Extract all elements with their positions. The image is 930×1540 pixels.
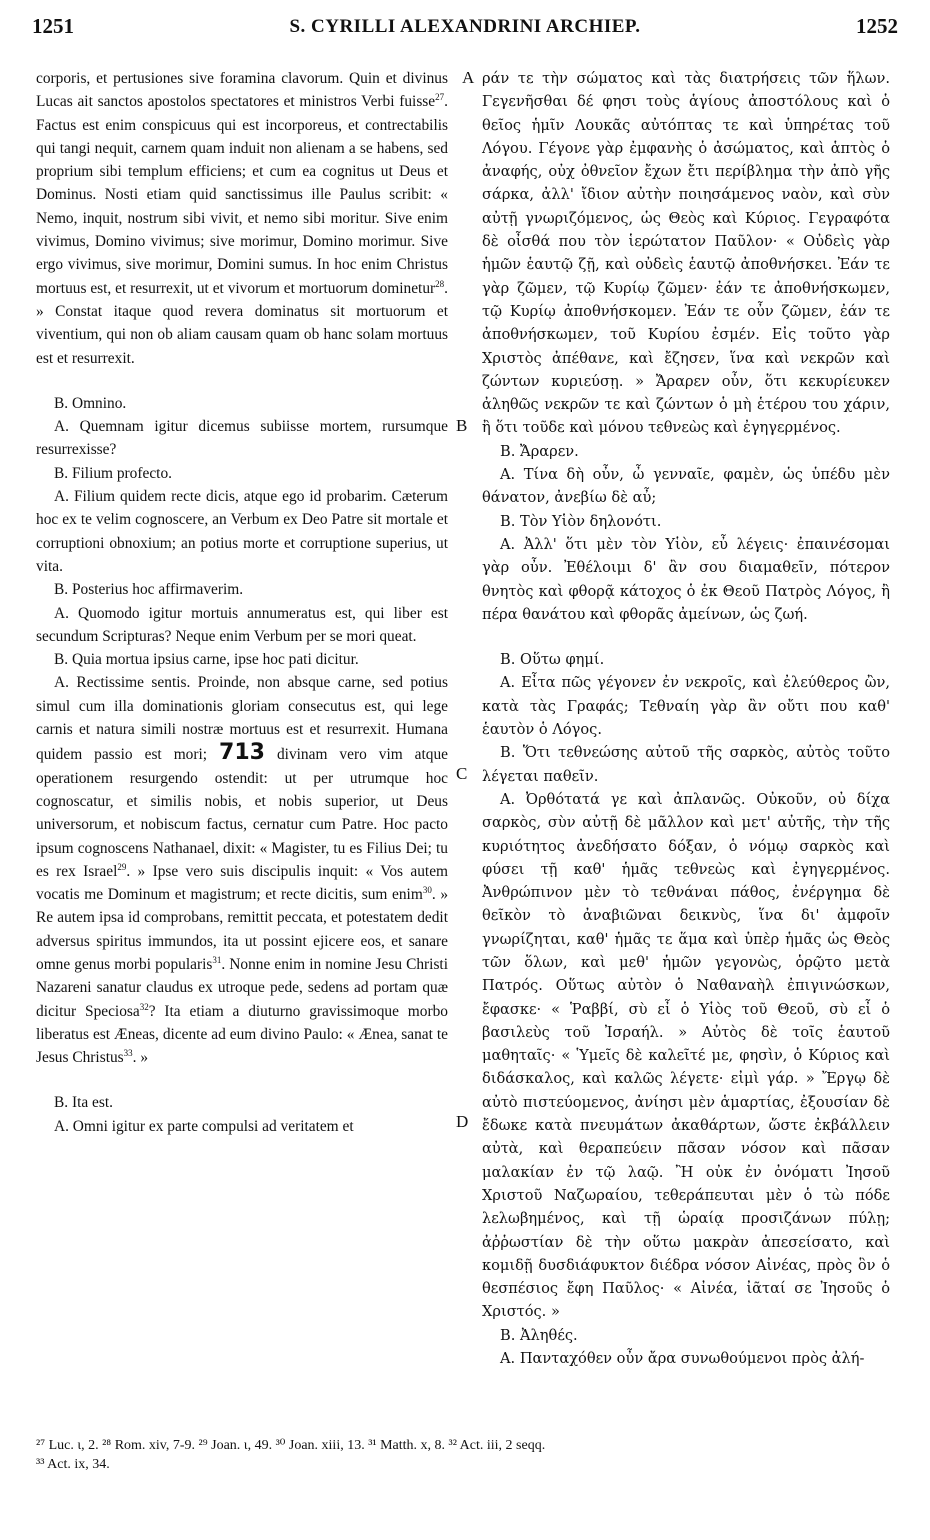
latin-paragraph: B. Filium profecto. xyxy=(54,464,172,482)
greek-paragraph: A. Ὀρθότατά γε καὶ ἀπλανῶς. Οὐκοῦν, οὐ δίχα σαρκὸς, σὺν αὐτῇ δὲ μᾶλλον καὶ μετ' αὐτῆς, τὴν τῆς κυριότητος ἀνεδήσατο δόξαν, ὁ νόμῳ σαρκὸς καὶ φύσει τῇ καθ' ἡμᾶς τεθνεὼς καὶ ἐγηγερμένος. Ἀνθρώπινον μὲν τὸ τεθνάναι πάθος, ἐνέργημα δὲ θεῖκὸν τὸ ἀναβιῶναι δεικνὺς, ἵνα δι' ἀμφοῖν γνωρίζηται, καθ' ἡμᾶς τε ἅμα καὶ ὑπὲρ ἡμᾶς ὡς Θεὸς τῶν ὅλων, καὶ μεθ' ἡμῶν γεγονὼς, ὁρῷτο μετὰ Πατρός. Οὕτως αὐτὸν ὁ Ναθαναὴλ ἐπιγινώσκων, ἔφασκε· « Ῥαββί, σὺ εἶ ὁ Υἱὸς τοῦ Θεοῦ, σὺ εἶ ὁ βασιλεὺς τοῦ Ἰσραήλ. » Αὐτὸς δὲ τοῖς ἑαυτοῦ μαθηταῖς· « Ὑμεῖς δὲ καλεῖτέ με, φησὶν, ὁ Κύριος καὶ διδάσκαλος, καὶ καλῶς λέγετε· εἰμὶ γάρ. » Ἔργῳ δὲ αὐτὸ πιστεύομενος, ἀνίησι μὲν ἁμαρτίας, ἐξουσίαν δὲ ἔδωκε κατὰ πνευμάτων ἀκαθάρτων, ὥστε ἐκβάλλειν αὐτὰ, καὶ θεραπεύειν πᾶσαν νόσον καὶ πᾶσαν μαλακίαν ἐν τῷ λαῷ. Ἢ οὐκ ἐν ὀνόματι Ἰησοῦ Χριστοῦ Ναζωραίου, τεθεράπευται μὲν ὁ τὼ πόδε λελωβημένος, καὶ τῇ ὡραίᾳ προσιζάνων πύλῃ; ἀῤῥωστίαν δὲ τὴν οὕτω μακρὰν ἀπεσείσατο, καὶ κομιδῇ δυσδιάφυκτον διέδρα νόσον Αἰνέας, πρὸς ὃν ὁ θεσπέσιος ἔφη Παῦλος· « Αἰνέα, ἰᾶταί σε Ἰησοῦς ὁ Χριστός. » xyxy=(482,790,890,1321)
footnote-line: ²⁷ Luc. ι, 2. ²⁸ Rom. xiv, 7-9. ²⁹ Joan. ι, 49. ³⁰ Joan. xiii, 13. ³¹ Matth. x, 8. ³² Act. iii, 2 seqq. xyxy=(36,1438,546,1453)
latin-paragraph: A. Quomodo igitur mortuis annumeratus est, qui liber est secundum Scripturas? Neque enim Verbum per se mori queat. xyxy=(36,604,448,645)
greek-paragraph: B. Ὅτι τεθνεώσης αὐτοῦ τῆς σαρκὸς, αὐτὸς τοῦτο λέγεται παθεῖν. xyxy=(482,744,890,785)
latin-paragraph: B. Quia mortua ipsius carne, ipse hoc pati dicitur. xyxy=(54,651,359,669)
greek-paragraph: ράν τε τὴν σώματος καὶ τὰς διατρήσεις τῶν ἥλων. Γεγενῆσθαι δέ φησι τοὺς ἁγίους ἀποστόλους καὶ ὁ θεῖος ἡμῖν Λουκᾶς αὐτόπτας τε καὶ ὑπηρέτας τοῦ Λόγου. Γέγονε γὰρ ἐμφανὴς ὁ ἀσώματος, καὶ ἁπτὸς ὁ ἀναφής, οὐχ ὀθνεῖον ἔχων ἔτι περίβλημα τὴν ἀπὸ γῆς σάρκα, ἀλλ' ἴδιον αὐτὴν ποιησάμενος ναὸν, καὶ σὺν αὐτῇ γνωριζόμενος, ὡς Θεὸς καὶ Κύριος. Γεγραφότα δὲ οἶσθά που τὸν ἱερώτατον Παῦλον· « Οὐδεὶς γὰρ ἡμῶν ἑαυτῷ ζῇ, καὶ οὐδεὶς ἑαυτῷ ἀποθνήσκει. Ἐάν τε γὰρ ζῶμεν, τῷ Κυρίῳ ζῶμεν· ἐάν τε ἀποθνήσκωμεν, τῷ Κυρίῳ ἀποθνήσκομεν. Ἐάν τε οὖν ζῶμεν, ἐάν τε ἀποθνήσκωμεν, τοῦ Κυρίου ἐσμέν. Εἰς τοῦτο γὰρ Χριστὸς ἀπέθανε, καὶ ἔζησεν, ἵνα καὶ νεκρῶν καὶ ζώντων κυριεύσῃ. » Ἄραρεν οὖν, ὅτι κεκυρίευκεν ἀληθῶς νεκρῶν τε καὶ ζώντων ὁ μὴ ἑτέρου του χάριν, ἢ ὅτι τοῦδε καὶ μόνου τεθνεὼς καὶ ἐγηγερμένος. xyxy=(482,70,890,437)
right-page-number: 1252 xyxy=(856,14,898,38)
latin-paragraph: A. Omni igitur ex parte compulsi ad veritatem et xyxy=(54,1117,354,1135)
greek-paragraph: B. Τὸν Υἱὸν δηλονότι. xyxy=(500,512,662,530)
margin-marker-b: B xyxy=(456,416,468,435)
column-number: 713 xyxy=(219,740,265,766)
latin-paragraph: B. Posterius hoc affirmaverim. xyxy=(54,581,244,599)
greek-paragraph: B. Ἀληθές. xyxy=(500,1326,578,1344)
margin-marker-a: A xyxy=(462,68,475,87)
page-header xyxy=(32,14,898,44)
latin-paragraph: B. Ita est. xyxy=(54,1094,113,1112)
latin-column xyxy=(36,67,448,1138)
left-page-number: 1251 xyxy=(32,14,74,38)
margin-marker-c: C xyxy=(456,764,468,783)
greek-paragraph: A. Πανταχόθεν οὖν ἄρα συνωθούμενοι πρὸς ἀλή- xyxy=(500,1350,865,1368)
footnotes xyxy=(36,1436,898,1474)
margin-marker-d: D xyxy=(456,1112,469,1131)
greek-paragraph: B. Ἄραρεν. xyxy=(500,442,579,460)
greek-paragraph: B. Οὕτω φημί. xyxy=(500,651,605,669)
latin-paragraph: corporis, et pertusiones sive foramina clavorum. Quin et divinus Lucas ait sanctos apostolos spectatores et ministros Verbi fuisse$^{27}$. Factus est enim conspicuus qui est incorporeus, et contrectabilis qui tangi nequit, carnem quam induit non alienam a se habens, sed proprium sibi templum efficiens; et cum ea cognitus ut Deus et Dominus. Nosti etiam quid sanctissimus ille Paulus scribit: « Nemo, inquit, nostrum sibi vivit, et nemo sibi moritur. Sive enim vivimus, Domino vivimus; sive morimur, Domino morimur. Sive ergo vivimus, sive morimur, Domini sumus. In hoc enim Christus mortuus est, et resurrexit, ut et vivorum et mortuorum dominetur$^{28}$. » Constat itaque quod revera dominatus sit mortuorum et viventium, qui non ob aliam causam quam ob hanc solam mortuus est et resurrexit. xyxy=(36,70,448,367)
greek-column xyxy=(482,67,890,1370)
latin-paragraph: B. Omnino. xyxy=(54,394,127,412)
running-title: S. CYRILLI ALEXANDRINI ARCHIEP. xyxy=(289,16,641,37)
greek-paragraph: A. Εἶτα πῶς γέγονεν ἐν νεκροῖς, καὶ ἐλεύθερος ὢν, κατὰ τὰς Γραφάς; Τεθναίη γὰρ ἂν οὔτι που καθ' ἑαυτὸν ὁ Λόγος. xyxy=(482,674,890,739)
latin-paragraph: A. Rectissime sentis. Proinde, non absque carne, sed potius simul cum illa dominationis gloriam consecutus est, qui lege carnis et natura simili nostræ mortuus est et resurrexit. Humana quidem passio est mori; 713 divinam vero vim atque operationem resurgendo ostendit: ut per utrumque hoc cognoscatur, et similis nobis, et nobis superior, ut Deus universorum, et nobiscum factus, cernatur cum Patre. Hoc pacto ipsum cognoscens Nathanael, dixit: « Magister, tu es Filius Dei; tu es rex Israel$^{29}$. » Ipse vero suis discipulis inquit: « Vos autem vocatis me Dominum et magistrum; et recte dicitis, sum enim$^{30}$. » Re autem ipsa id comprobans, remittit peccata, et potestatem dedit adversus spiritus immundos, ita ut possint ejicere eos, et sanare omne genus morbi popularis$^{31}$. Nonne enim in nomine Jesu Christi Nazareni sanatur claudus ex utroque pede, sedens ad portam quæ dicitur Speciosa$^{32}$? Ita etiam a diuturno gravissimoque morbo liberatus est Æneas, dicente ad eum divino Paulo: « Ænea, sanat te Jesus Christus$^{33}$. » xyxy=(36,674,449,1067)
footnote-line: ³³ Act. ix, 34. xyxy=(36,1457,110,1472)
greek-paragraph: A. Ἀλλ' ὅτι μὲν τὸν Υἱὸν, εὖ λέγεις· ἐπαινέσομαι γὰρ οὖν. Ἐθέλοιμι δ' ἂν σου διαμαθεῖν, πότερον θνητὸς καὶ φθορᾷ κάτοχος ὁ ἐκ Θεοῦ Πατρὸς Λόγος, ἢ πέρα θανάτου καὶ φθορᾶς ἀμείνων, ὡς ζωή. xyxy=(482,535,890,623)
greek-paragraph: A. Τίνα δὴ οὖν, ὦ γενναῖε, φαμὲν, ὡς ὑπέδυ μὲν θάνατον, ἀνεβίω δὲ αὖ; xyxy=(482,466,890,507)
latin-paragraph: A. Quemnam igitur dicemus subiisse mortem, rursumque resurrexisse? xyxy=(36,418,448,459)
latin-paragraph: A. Filium quidem recte dicis, atque ego id probarim. Cæterum hoc ex te velim cognoscere, an Verbum ex Deo Patre sit mortale et corruptioni obnoxium; an potius morte et corruptione superius, ut vita. xyxy=(36,488,448,575)
